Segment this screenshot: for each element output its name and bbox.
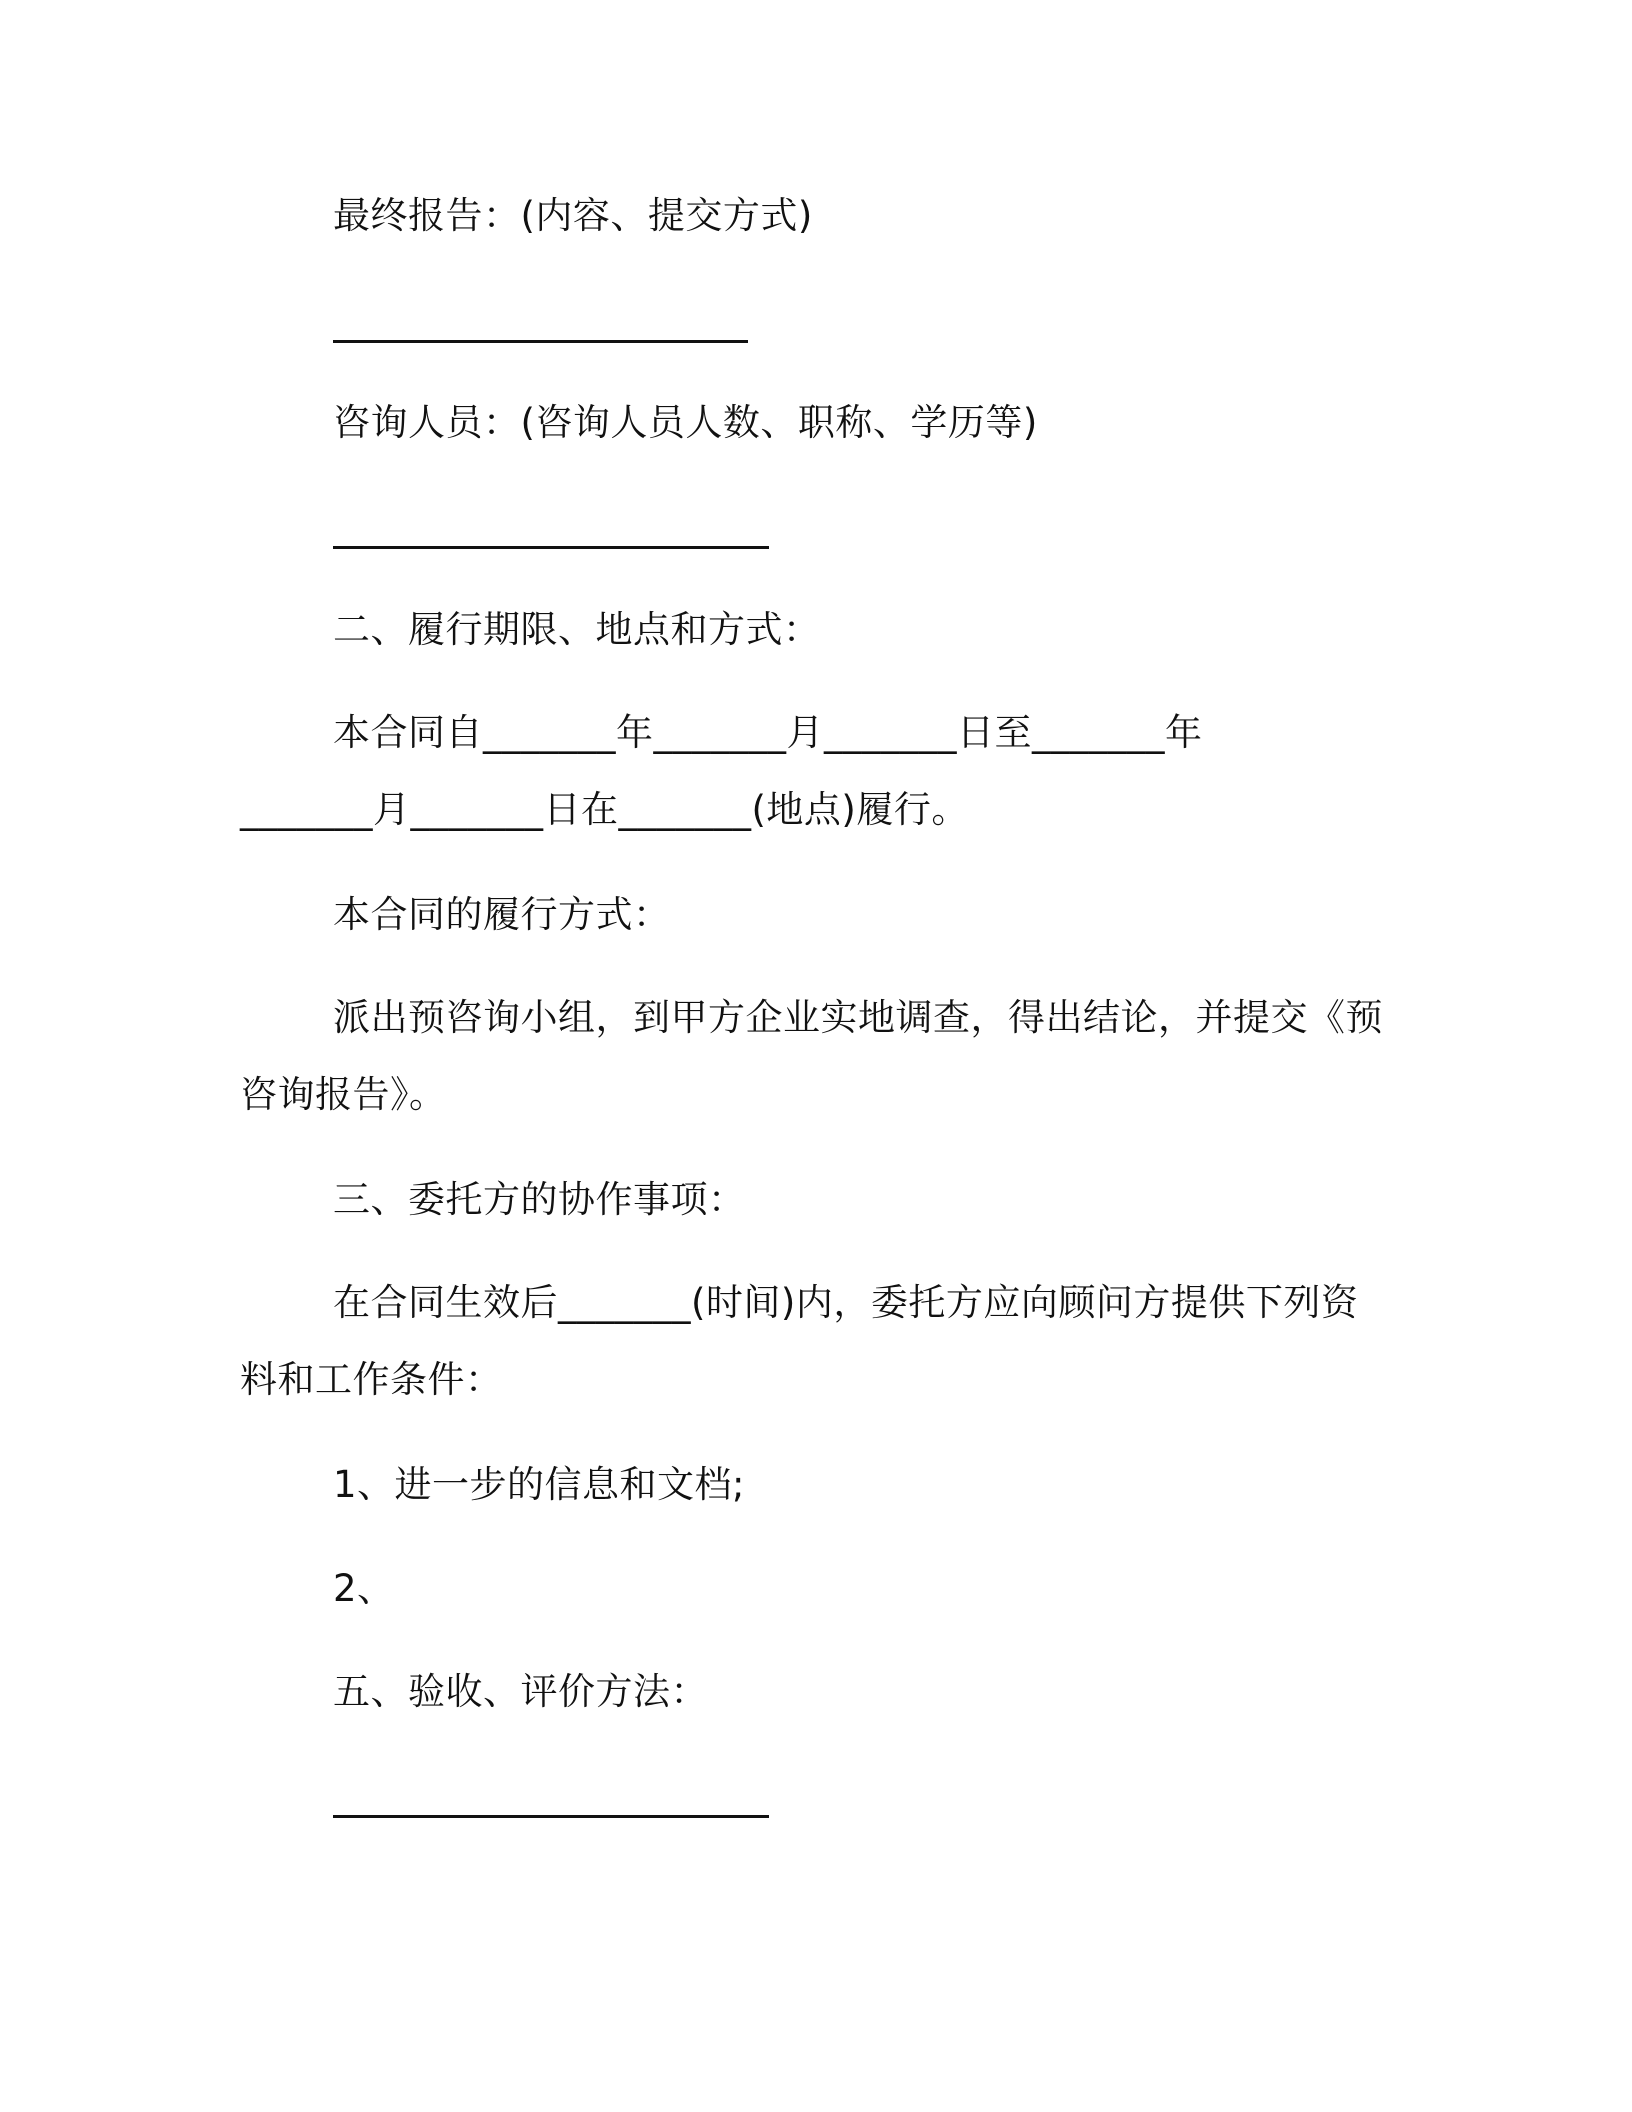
section3-title: 三、委托方的协作事项：: [333, 1178, 746, 1221]
final-report-line: 最终报告：(内容、提交方式): [333, 194, 813, 237]
period-line-2: _______月_______日在_______(地点)履行。: [240, 788, 969, 831]
cooperation-line-2: 料和工作条件：: [240, 1358, 503, 1401]
method-title: 本合同的履行方式：: [333, 893, 671, 936]
evaluation-blank: [333, 1815, 769, 1818]
cooperation-line-1: 在合同生效后_______(时间)内，委托方应向顾问方提供下列资: [333, 1281, 1359, 1324]
item-1: 1、进一步的信息和文档;: [333, 1463, 746, 1506]
consultants-blank: [333, 546, 769, 549]
consultants-line: 咨询人员：(咨询人员人数、职称、学历等): [333, 401, 1038, 444]
section2-title: 二、履行期限、地点和方式：: [333, 608, 821, 651]
section5-title: 五、验收、评价方法：: [333, 1670, 708, 1713]
final-report-blank: [333, 340, 748, 343]
method-line-2: 咨询报告》。: [240, 1073, 447, 1116]
method-line-1: 派出预咨询小组，到甲方企业实地调查，得出结论，并提交《预: [333, 996, 1383, 1039]
item-2: 2、: [333, 1567, 395, 1610]
period-line-1: 本合同自_______年_______月_______日至_______年: [333, 711, 1203, 754]
